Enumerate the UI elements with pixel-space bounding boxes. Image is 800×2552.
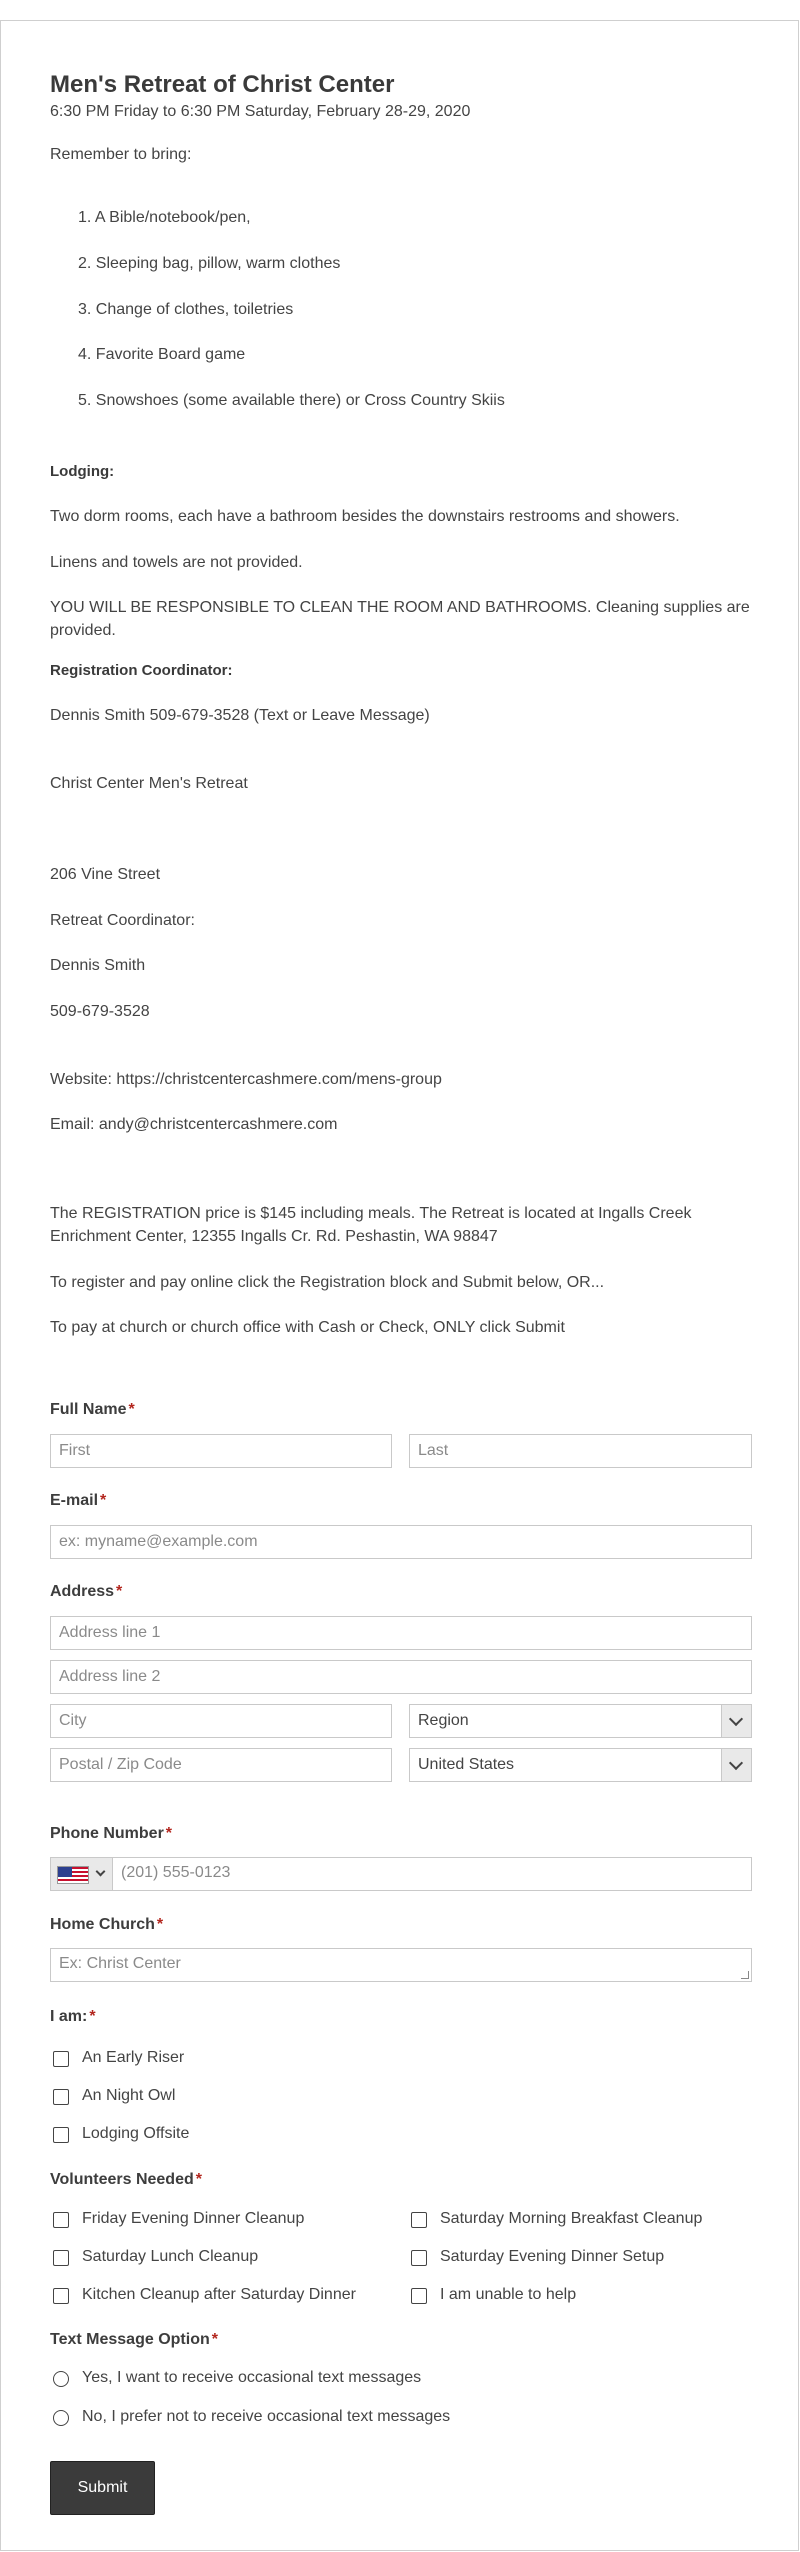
- chevron-down-icon[interactable]: [721, 1749, 751, 1781]
- volunteers-label: Volunteers Needed *: [50, 2171, 202, 2188]
- lodging-text: Two dorm rooms, each have a bathroom besides the downstairs restrooms and showers.: [50, 508, 680, 525]
- region-value: Region: [418, 1712, 469, 1729]
- submit-button[interactable]: Submit: [50, 2461, 155, 2515]
- lodging-offsite-checkbox[interactable]: [53, 2127, 69, 2143]
- text-no-radio[interactable]: [53, 2410, 69, 2426]
- bring-item: 1. A Bible/notebook/pen,: [78, 209, 251, 226]
- email-input[interactable]: [50, 1525, 752, 1559]
- bring-item: 5. Snowshoes (some available there) or Cross Country Skiis: [78, 392, 505, 409]
- home-church-input[interactable]: [51, 1948, 751, 1980]
- country-value: United States: [418, 1756, 515, 1773]
- text-option-label: Text Message Option *: [50, 2331, 218, 2348]
- email-label: E-mail *: [50, 1492, 107, 1509]
- website-text: Website: https://christcentercashmere.com/mens-group: [50, 1071, 442, 1088]
- volunteer-checkbox-friday-dinner[interactable]: [53, 2212, 69, 2228]
- org-name: Christ Center Men's Retreat: [50, 775, 248, 792]
- register-online-text: To register and pay online click the Registration block and Submit below, OR...: [50, 1274, 605, 1291]
- address-line1-input[interactable]: [50, 1616, 752, 1650]
- postal-code-input[interactable]: [50, 1748, 392, 1782]
- volunteer-label: Saturday Evening Dinner Setup: [440, 2248, 665, 2265]
- coordinator-heading: Registration Coordinator:: [50, 662, 233, 679]
- volunteer-checkbox-saturday-breakfast[interactable]: [411, 2212, 427, 2228]
- pay-at-church-text: To pay at church or church office with Cash or Check, ONLY click Submit: [50, 1319, 565, 1336]
- us-flag-icon: [57, 1866, 89, 1884]
- address-label: Address *: [50, 1583, 123, 1600]
- early-riser-label: An Early Riser: [82, 2049, 185, 2066]
- text-yes-radio[interactable]: [53, 2371, 69, 2387]
- lodging-heading: Lodging:: [50, 463, 115, 480]
- volunteer-label: Kitchen Cleanup after Saturday Dinner: [82, 2286, 356, 2303]
- email-text: Email: andy@christcentercashmere.com: [50, 1116, 338, 1133]
- phone-field: [50, 1857, 752, 1891]
- lodging-text: Linens and towels are not provided.: [50, 554, 303, 571]
- volunteer-label: Saturday Lunch Cleanup: [82, 2248, 259, 2265]
- event-dates: 6:30 PM Friday to 6:30 PM Saturday, February 28-29, 2020: [50, 103, 471, 120]
- region-select[interactable]: [409, 1704, 752, 1738]
- full-name-label: Full Name *: [50, 1401, 135, 1418]
- country-select[interactable]: [409, 1748, 752, 1782]
- bring-heading: Remember to bring:: [50, 146, 192, 163]
- retreat-coordinator-label: Retreat Coordinator:: [50, 912, 195, 929]
- text-yes-label: Yes, I want to receive occasional text messages: [82, 2369, 422, 2386]
- bring-item: 2. Sleeping bag, pillow, warm clothes: [78, 255, 341, 272]
- phone-input[interactable]: [113, 1857, 753, 1889]
- coordinator-contact: Dennis Smith 509-679-3528 (Text or Leave Message): [50, 707, 430, 724]
- page-title: Men's Retreat of Christ Center: [50, 71, 395, 98]
- street-address: 206 Vine Street: [50, 866, 161, 883]
- text-no-label: No, I prefer not to receive occasional text messages: [82, 2408, 451, 2425]
- first-name-input[interactable]: [50, 1434, 392, 1468]
- volunteer-checkbox-saturday-dinner-setup[interactable]: [411, 2250, 427, 2266]
- retreat-coordinator-name: Dennis Smith: [50, 957, 146, 974]
- volunteer-checkbox-kitchen-cleanup[interactable]: [53, 2288, 69, 2304]
- country-code-picker[interactable]: [51, 1858, 113, 1890]
- night-owl-checkbox[interactable]: [53, 2089, 69, 2105]
- chevron-down-icon[interactable]: [721, 1705, 751, 1737]
- volunteer-checkbox-saturday-lunch[interactable]: [53, 2250, 69, 2266]
- price-text: The REGISTRATION price is $145 including meals. The Retreat is located at Ingalls Creek Enrichment Center, 12355 Ingalls Cr. Rd. Peshastin, WA 98847: [50, 1205, 692, 1245]
- form-card: [0, 20, 799, 2551]
- lodging-offsite-label: Lodging Offsite: [82, 2125, 190, 2142]
- resize-handle-icon[interactable]: [741, 1971, 749, 1979]
- volunteer-label: I am unable to help: [440, 2286, 577, 2303]
- phone-label: Phone Number *: [50, 1825, 173, 1842]
- volunteer-label: Friday Evening Dinner Cleanup: [82, 2210, 305, 2227]
- retreat-coordinator-phone: 509-679-3528: [50, 1003, 150, 1020]
- last-name-input[interactable]: [409, 1434, 752, 1468]
- night-owl-label: An Night Owl: [82, 2087, 176, 2104]
- home-church-wrapper: [50, 1948, 752, 1982]
- bring-item: 3. Change of clothes, toiletries: [78, 301, 294, 318]
- volunteer-label: Saturday Morning Breakfast Cleanup: [440, 2210, 703, 2227]
- i-am-label: I am: *: [50, 2008, 96, 2025]
- volunteer-checkbox-unable[interactable]: [411, 2288, 427, 2304]
- lodging-cleaning-text: YOU WILL BE RESPONSIBLE TO CLEAN THE ROOM AND BATHROOMS. Cleaning supplies are provided.: [50, 599, 750, 639]
- early-riser-checkbox[interactable]: [53, 2051, 69, 2067]
- address-line2-input[interactable]: [50, 1660, 752, 1694]
- home-church-label: Home Church *: [50, 1916, 164, 1933]
- chevron-down-icon: [96, 1867, 106, 1877]
- city-input[interactable]: [50, 1704, 392, 1738]
- bring-item: 4. Favorite Board game: [78, 346, 246, 363]
